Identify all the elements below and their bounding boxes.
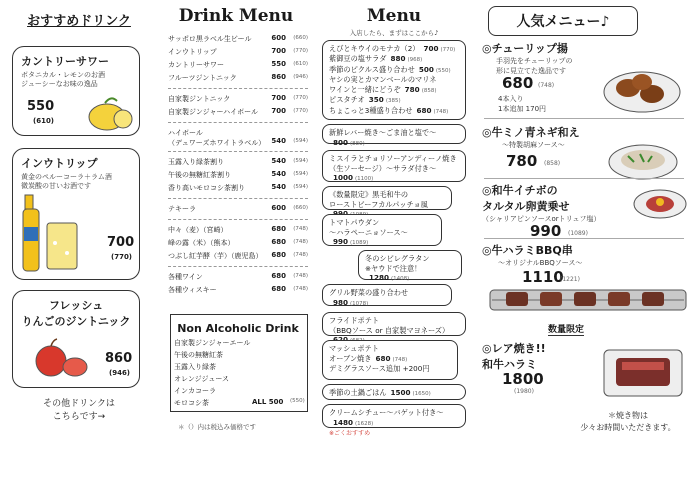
item-desc: 手羽先をチューリップの 形に見立てた逸品です [496,57,573,75]
na-drink-name: インカコーラ [174,387,216,395]
menu-item-box [322,150,466,182]
drink-row [168,73,308,84]
drink-row [168,285,308,296]
menu-item-price: 680 [375,353,391,363]
drink-row [168,34,308,45]
drink-price: 680 [271,272,286,280]
menu-item-name: ちょこっと3種盛り合わせ [329,105,413,115]
drink-price: 600 [271,34,286,42]
menu-item-name: 《数量限定》黒毛和牛の ローストビーフカルパッチョ風 [329,190,428,209]
harami-steak-icon [602,344,684,400]
item-tax: (858) [544,160,561,167]
tax-note: ＊（）内は税込み価格です [178,423,256,431]
drink-name: カントリーサワー [168,61,224,69]
drink-row [168,60,308,71]
drink-price: 860 [271,73,286,81]
menu-item-tax: (1408) [391,276,410,283]
drink-name: 玉露入り緑茶割り [168,158,224,166]
apple-icon [31,337,91,381]
food-menu-column [318,0,470,495]
divider [168,88,308,89]
drink-price: 540 [271,137,286,145]
drink-row [168,238,308,249]
menu-item-price: 700 [423,44,439,53]
inca-trip-card [12,148,140,280]
item-name: ◎レア焼き!! 和牛ハラミ [482,342,546,371]
drink-price: 680 [271,225,286,233]
menu-item-tax: (748) [433,108,449,115]
popular-menu-heading: 人気メニュー♪ [488,6,638,36]
drink-price: 540 [271,157,286,165]
popular-item [482,242,692,286]
drink-name: テキーラ [168,205,196,213]
menu-item-price: 350 [368,95,384,105]
menu-item-tax: (1650) [412,391,431,397]
card-price: 860 [105,351,133,366]
na-drink-name: オレンジジュース [174,375,229,383]
drink-name: 午後の無糖紅茶割り [168,171,231,179]
menu-item-name: トマトパウダン 〜ハラペーニョソース〜 [329,218,408,237]
card-title: フレッシュ りんごのジントニック [21,299,131,328]
na-drink-name: 午後の無糖紅茶 [174,351,223,359]
drink-tax: (610) [293,61,308,67]
menu-item-name: えびとキウイのモナカ（2） [329,44,420,53]
drink-tax: (748) [293,252,308,258]
popular-menu-column [478,0,696,495]
na-drink-name: 自家製ジンジャーエール [174,339,251,347]
popular-item [482,182,692,240]
menu-item-name: 紫御豆の塩サラダ [329,54,387,64]
menu-item-name: 新鮮レバー焼き〜ごま油と塩で〜 [329,128,437,137]
drink-tax: (946) [293,74,308,80]
menu-item-price: 980 [333,297,349,307]
menu-item-tax: (1089) [350,240,369,247]
drink-tax: (660) [293,35,308,41]
country-sour-card [12,46,140,136]
item-price: 990 [530,222,562,240]
menu-item-name: 季節のピクルス盛り合わせ [329,64,415,74]
drink-price: 680 [271,251,286,259]
drink-tax: (594) [293,138,308,144]
menu-item-tax: (1628) [355,420,374,427]
drink-tax: (594) [293,158,308,164]
menu-item-box [322,186,452,210]
menu-item-price: 800 [333,137,349,147]
divider [168,219,308,220]
recommended-drinks-column [4,0,154,495]
drink-tax: (748) [293,239,308,245]
menu-item-name: 冬のシビレグラタン ※ヤウドで注意！ [365,254,430,273]
non-alcoholic-heading: Non Alcoholic Drink [177,322,299,335]
tartare-icon [632,186,688,220]
popular-item [482,340,692,395]
menu-item-name: ※ごくおすすめ [329,430,371,438]
drink-name: 各種ワイン [168,273,203,281]
drink-tax: (748) [293,286,308,292]
popular-item [482,124,692,170]
drink-tax: (770) [293,108,308,114]
menu-item-box [322,384,466,400]
inca-kola-bottle-icon [21,193,83,275]
item-desc: 〜オリジナルBBQソース〜 [498,259,583,267]
lemon-icon [85,95,135,133]
more-drinks-text: その他ドリンクは こちらです→ [43,399,115,422]
item-price: 1800 [502,370,544,388]
menu-item-price: 1500 [390,388,411,397]
drink-price: 680 [271,285,286,293]
skewer-icon [488,282,688,314]
menu-item-name: ミスイラとチョリソーアンディーノ焼き （生ソーセージ）〜サラダ付き〜 [329,154,457,173]
card-tax: (770) [111,253,133,261]
food-menu-subheading: 入店したら、まずはここから♪ [349,29,439,37]
item-name: ◎牛ミノ青ネギ和え [482,126,580,139]
menu-item-tax: (1078) [350,300,369,307]
menu-item-box [322,40,466,120]
limited-quantity-label: 数量限定 [548,322,584,336]
drink-row [168,170,308,181]
item-tax: (1980) [514,388,534,395]
card-tax: (946) [109,369,131,377]
item-tax: (1089) [568,230,588,237]
card-price: 700 [107,235,135,250]
menu-item-box [322,340,458,380]
menu-item-price: 880 [390,54,406,64]
drink-price: 700 [271,94,286,102]
fried-chicken-icon [602,60,682,116]
menu-item-name: マッシュポテト オーブン焼き [329,344,379,363]
menu-item-price: 1280 [369,273,390,283]
item-price: 1110 [522,268,564,286]
drink-tax: (594) [293,171,308,177]
divider [168,198,308,199]
card-desc: 黄金のペルーコーラ＋ラム酒 微炭酸の甘いお酒です [21,173,112,191]
menu-item-price: 1480 [333,417,354,427]
divider [168,266,308,267]
na-price: ALL 500 [252,398,284,406]
drink-price: 540 [271,170,286,178]
item-tax: (1221) [560,276,580,283]
drink-price: 550 [271,60,286,68]
drink-name: 峰の露（米）（熊本） [168,239,235,247]
menu-item-price: 1000 [333,173,354,183]
food-menu-heading: Menu [366,6,422,26]
drink-row [168,251,308,262]
drink-tax: (748) [293,226,308,232]
na-tax: (550) [290,398,305,404]
menu-item-tax: (770) [440,47,456,53]
drink-name: 自家製ジンジャーハイボール [168,108,259,116]
menu-item-name: ヤシの実とカマンベールのマリネ ワインと一緒にどうぞ [329,75,437,94]
divider [168,122,308,123]
menu-item-tax: (968) [407,57,423,64]
recommended-drinks-heading: おすすめドリンク [27,14,131,29]
drink-name: ハイボール （デュワーズホワイトラベル） [168,129,266,147]
menu-item-name: グリル野菜の盛り合わせ [329,288,409,297]
na-drink-name: 玉露入り緑茶 [174,363,216,371]
item-extra: 4本入り 1本追加 170円 [498,95,547,113]
drink-tax: (748) [293,273,308,279]
drink-menu-heading: Drink Menu [178,6,294,26]
menu-item-tax: (385) [385,98,401,105]
tripe-dish-icon [606,138,680,182]
menu-item-box [322,404,466,438]
item-desc: 〜特製胡麻ソース〜 [502,141,565,149]
drink-tax: (660) [293,205,308,211]
popular-item [482,40,692,113]
item-price: 780 [506,152,538,170]
drink-tax: (770) [293,48,308,54]
drink-price: 680 [271,238,286,246]
menu-item-tax: (880) [350,140,365,147]
item-name: ◎和牛イチボの タルタル卵黄乗せ [482,184,570,213]
card-price: 550 [27,99,55,114]
card-title: インウトリップ [21,157,98,170]
menu-item-price: 780 [404,84,420,94]
menu-item-name: フライドポテト （BBQソース or 自家製マヨネーズ） [329,316,450,335]
drink-tax: (594) [293,184,308,190]
menu-item-box [322,124,466,147]
drink-row [168,204,308,215]
menu-item-box [358,250,462,283]
item-tax: (748) [538,82,555,89]
drink-row [168,225,308,236]
drink-row [168,183,308,194]
drink-price: 700 [271,107,286,115]
menu-item-price: 680 [416,105,432,115]
drink-name: フルーツジントニック [168,74,237,82]
drink-name: サッポロ黒ラベル生ビール [168,35,252,43]
menu-item-name: 季節の土鍋ごはん [329,388,387,397]
drink-name: インウトリップ [168,48,217,56]
item-name: ◎牛ハラミBBQ串 [482,244,573,257]
menu-item-tax: (550) [435,67,451,74]
drink-row [168,272,308,283]
menu-item-box [322,312,466,336]
card-desc: ボタニカル・レモンのお酒 ジューシーなお味の逸品 [21,71,105,89]
drink-price: 540 [271,183,286,191]
na-drink-name: モロコシ茶 [174,399,209,407]
menu-item-box [322,214,442,246]
drink-row [168,157,308,168]
menu-item-price: 500 [418,64,434,74]
drink-row [168,107,308,118]
item-desc: （シャリアピンソースorトリュフ塩） [482,215,601,223]
menu-item-box [322,284,452,306]
item-name: ◎チューリップ揚 [482,42,568,55]
drink-name: 香り高いモロコシ茶割り [168,184,245,192]
menu-item-tax: (748) [392,356,408,363]
menu-item-name: デミグラスソース追加 +200円 [329,364,430,374]
drink-tax: (770) [293,95,308,101]
divider [484,238,684,239]
divider [484,178,684,179]
drink-row [168,94,308,105]
apple-gin-tonic-card [12,290,140,388]
drink-name: 中々（麦）（宮崎） [168,226,228,234]
drink-price: 700 [271,47,286,55]
item-price: 680 [502,74,534,92]
menu-item-price: 990 [333,237,349,247]
drink-name: 各種ウィスキー [168,286,217,294]
drink-price: 600 [271,204,286,212]
menu-item-tax: (1100) [355,176,374,183]
drink-name: つぶし紅芋酵（芋）（鹿児島） [168,252,263,260]
drink-name: 自家製ジントニック [168,95,231,103]
drink-menu-column [160,0,312,495]
menu-item-name: クリームシチュー〜バゲット付き〜 [329,408,444,417]
menu-item-name: ピスタチオ [329,95,365,105]
drink-row [168,128,308,146]
card-tax: (610) [33,117,55,125]
card-title: カントリーサワー [21,55,109,68]
divider [484,118,684,119]
menu-item-tax: (858) [421,87,437,94]
drink-row [168,47,308,58]
divider [168,151,308,152]
grill-time-note: ＊焼き物は 少々お時間いただきます。 [580,411,676,432]
